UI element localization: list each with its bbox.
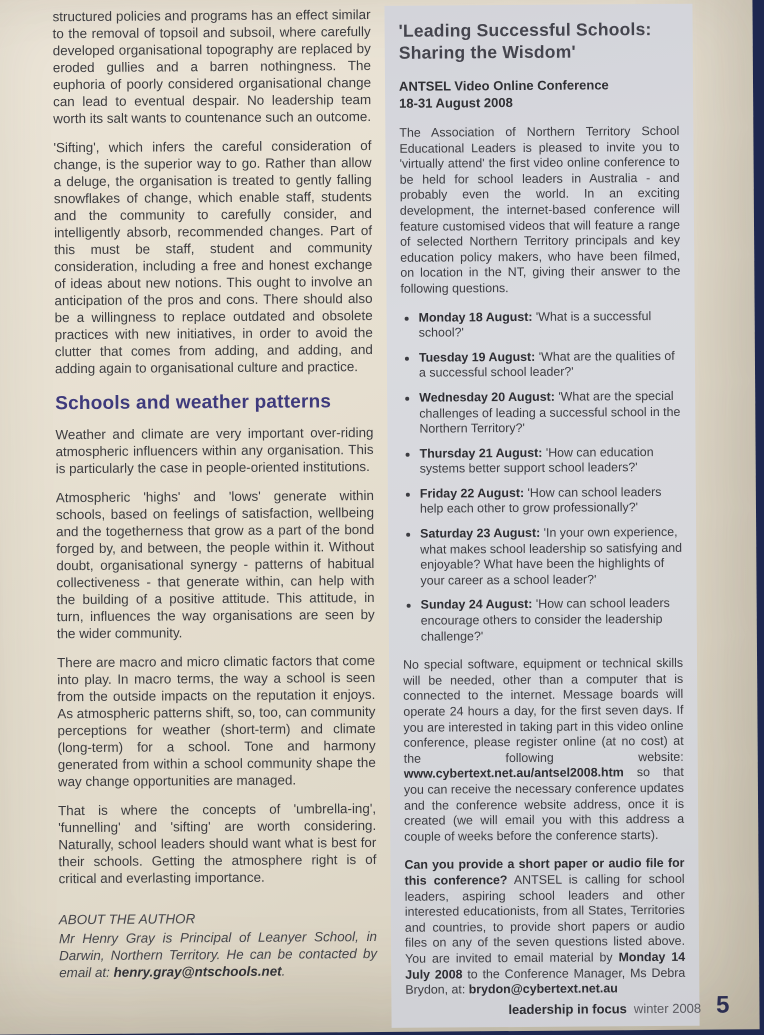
schedule-day: Friday 22 August:: [419, 485, 528, 501]
submission-deadline: Monday 14 July 2008: [405, 949, 686, 982]
conference-title-line1: 'Leading Successful Schools:: [398, 19, 652, 41]
schedule-day: Monday 18 August:: [418, 309, 536, 325]
conference-title: [399, 18, 679, 64]
details-text-continued: so that you can receive the necessary conference updates and the conference website address, once it is created (we will email you with this address a couple of weeks before the conference starts).: [403, 765, 685, 844]
schedule-item: [420, 445, 682, 478]
call-text-continued: to the Conference Manager, Ms Debra Brydon, at:: [405, 965, 686, 997]
page-number: 5: [715, 991, 730, 1019]
schedule-day: Sunday 24 August:: [420, 597, 536, 613]
author-email: henry.gray@ntschools.net: [113, 963, 282, 980]
schedule-question: 'How can school leaders encourage others to consider the leadership challenge?': [420, 596, 670, 644]
schedule-day: Tuesday 19 August:: [418, 349, 539, 365]
about-the-author: [59, 909, 377, 981]
conference-title-line2: Sharing the Wisdom': [398, 41, 576, 63]
schedule-question: 'In your own experience, what makes school leadership so satisfying and enjoyable? What have been the highlights of your career as a school leader?': [420, 524, 683, 588]
schedule-day: Saturday 23 August:: [420, 525, 544, 541]
manager-email: brydon@cybertext.net.au: [468, 981, 618, 997]
schedule-day: Wednesday 20 August:: [419, 389, 559, 405]
schedule-question: 'What are the special challenges of leading a successful school in the Northern Territory?': [419, 388, 681, 436]
conference-subtitle: [399, 76, 679, 112]
conference-details: [403, 656, 684, 845]
article-paragraph: structured policies and programs has an effect similar to the removal of topsoil and subsoil, where carefully developed organisational topography are replaced by eroded gullies and a barren nothingness. The euphoria of poorly considered organisational change can lead to eventual despair. No leadership team worth its salt wants to countenance such an outcome.: [52, 6, 372, 127]
article-paragraph: 'Sifting', which infers the careful consideration of change, is the superior way to go. Rather than allow a deluge, the organisation is treated to gently falling snowflakes of change, which enable staff, students and the community to carefully consider, and intelligently absorb, recommended changes. Part of this must be staff, student and community consideration, including a free and honest exchange of ideas about new notions. This ought to involve an anticipation of the pros and cons. There should also be a willingness to replace outdated and obsolete practices with new initiatives, in order to avoid the clutter that comes from adding, and adding, and adding again to organisational culture and practice.: [53, 137, 373, 377]
about-author-label: ABOUT THE AUTHOR: [58, 911, 196, 928]
page-content: [52, 3, 747, 1029]
conference-subtitle-line2: 18-31 August 2008: [399, 95, 513, 111]
schedule-question: 'How can education systems better support school leaders?': [419, 444, 654, 476]
conference-intro: The Association of Northern Territory School Educational Leaders is pleased to invite you to 'virtually attend' the first video online conference to be held for school leaders in Australia - and probably even the world. In an exciting development, the internet-based conference will feature customised videos that will feature a range of selected Northern Territory principals and key education policy makers, who have been filmed, on location in the NT, giving their answer to the following questions.: [399, 123, 681, 296]
call-question: Can you provide a short paper or audio file for this conference?: [404, 856, 685, 888]
article-paragraph: There are macro and micro climatic factors that come into play. In macro terms, the way a school is seen from the outside impacts on the reputation it enjoys. As atmospheric patterns shift, so, too, can community perceptions for weather (short-term) and climate (long-term) for a school. Tone and harmony generated from within a school community shape the way change opportunities are managed.: [56, 652, 376, 790]
schedule-item: [420, 485, 682, 518]
article-paragraph: That is where the concepts of 'umbrella-ing', 'funnelling' and 'sifting' are worth considering. Naturally, school leaders should want what is best for their schools. Getting the atmosphere right is of critical and everlasting importance.: [58, 800, 377, 887]
article-paragraph: Atmospheric 'highs' and 'lows' generate within schools, based on feelings of satisfaction, wellbeing and the togetherness that grow as a part of the bond forged by, and between, the people within it. Without doubt, organisational synergy - patterns of habitual collectiveness - that generate within, can help with the building of a positive attitude. This attitude, in turn, influences the way organisations are seen by the wider community.: [55, 487, 375, 642]
article-column: [52, 6, 377, 1030]
call-for-papers: [404, 856, 685, 998]
registration-url: www.cybertext.net.au/antsel2008.htm: [403, 765, 624, 782]
schedule-item: [420, 525, 682, 589]
schedule-item: [419, 349, 681, 382]
schedule-day: Thursday 21 August:: [419, 445, 546, 461]
conference-subtitle-line1: ANTSEL Video Online Conference: [398, 77, 609, 94]
magazine-name: leadership in focus: [508, 1001, 627, 1018]
details-text: No special software, equipment or technical skills will be needed, other than a computer that is connected to the internet. Message boards will operate 24 hours a day, for the first seven days. If you are interested in taking part in this video online conference, please register online (at no cost) at the following website:: [403, 656, 684, 766]
schedule-question: 'What is a successful school?': [418, 308, 652, 340]
about-author-period: .: [281, 963, 286, 979]
about-author-text: [59, 928, 377, 981]
page-footer: [508, 992, 729, 1022]
schedule-question: 'How can school leaders help each other to grow professionally?': [419, 484, 662, 517]
schedule-item: [419, 389, 681, 438]
schedule-question: 'What are the qualities of a successful school leader?': [418, 348, 675, 380]
conference-box: [384, 4, 702, 1028]
section-heading: Schools and weather patterns: [55, 391, 332, 415]
article-paragraph: Weather and climate are very important over-riding atmospheric influencers within any organisation. This is particularly the case in people-oriented institutions.: [55, 424, 374, 477]
schedule-item: [421, 596, 683, 645]
issue-label: winter 2008: [633, 1000, 702, 1017]
conference-schedule-list: [401, 308, 683, 645]
call-text: ANTSEL is calling for school leaders, aspiring school leaders and other interested educationists, from all States, Territories and countries, to provide short papers or audio files on any of the seven questions listed above. You are invited to email material by: [404, 871, 686, 966]
about-author-bio: Mr Henry Gray is Principal of Leanyer School, in Darwin, Northern Territory. He can be contacted by email at:: [58, 928, 378, 981]
schedule-item: [419, 308, 681, 341]
